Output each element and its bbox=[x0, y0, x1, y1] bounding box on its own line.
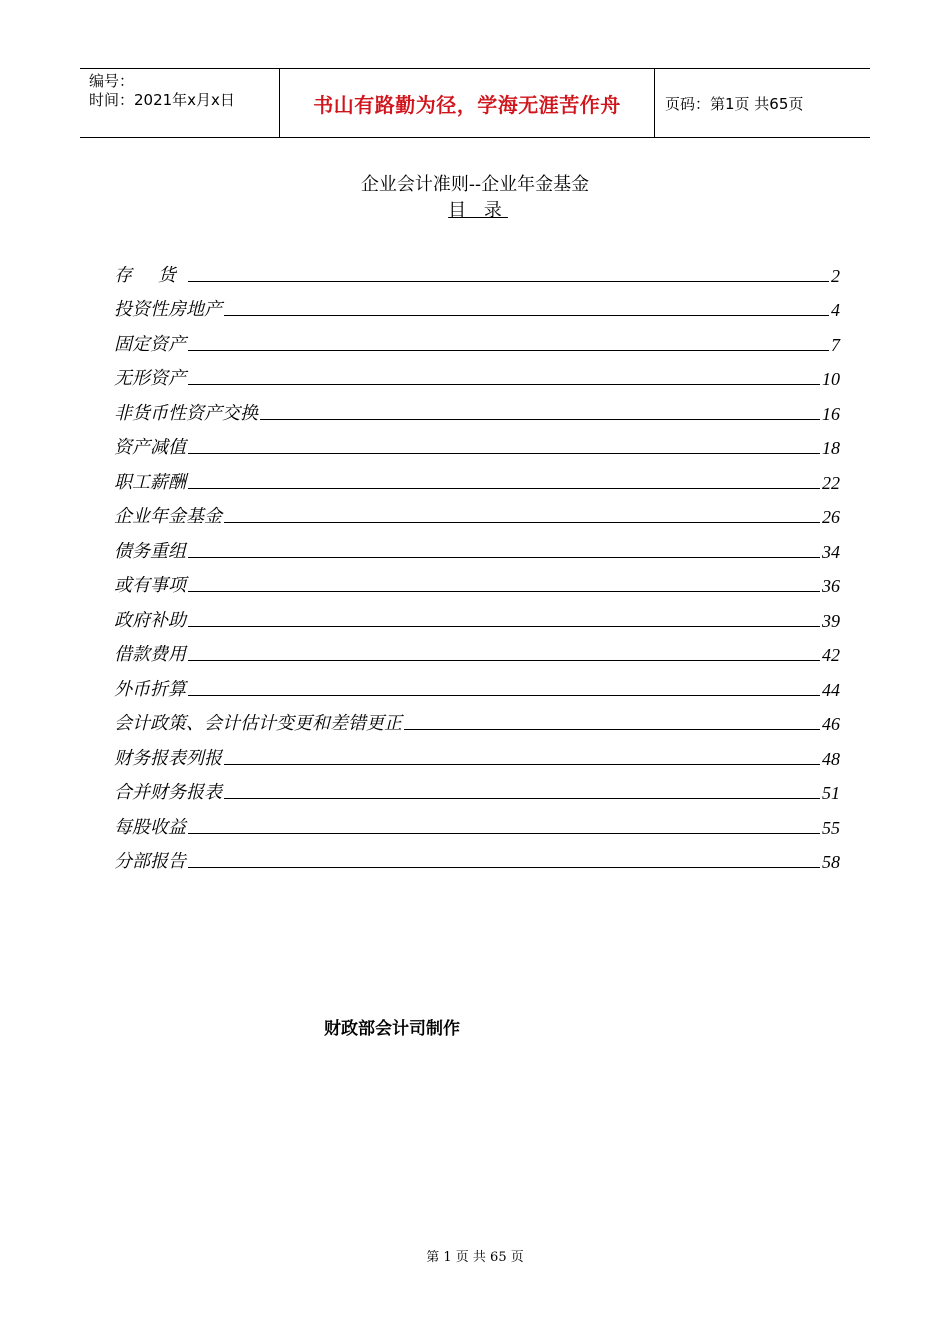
toc-entry[interactable] bbox=[114, 390, 840, 425]
toc-entry-label: 会计政策、会计估计变更和差错更正 bbox=[114, 713, 402, 734]
toc-entry[interactable] bbox=[114, 459, 840, 494]
toc-entry-page: 36 bbox=[822, 576, 840, 596]
toc-leader-line bbox=[188, 281, 829, 282]
toc-entry[interactable] bbox=[114, 528, 840, 563]
toc-leader-line bbox=[188, 591, 820, 592]
toc-entry-page: 46 bbox=[822, 714, 840, 734]
toc-entry-page: 34 bbox=[822, 541, 840, 562]
toc-entry-label: 借款费用 bbox=[114, 644, 186, 665]
toc-entry-label: 无形资产 bbox=[114, 368, 186, 389]
toc-entry[interactable] bbox=[114, 287, 840, 322]
toc-entry-label: 非货币性资产交换 bbox=[114, 402, 258, 424]
toc-entry-label: 资产减值 bbox=[114, 437, 186, 458]
toc-entry-page: 58 bbox=[822, 852, 840, 872]
toc-leader-line bbox=[224, 315, 829, 316]
toc-entry-label: 或有事项 bbox=[114, 575, 186, 596]
toc-leader-line bbox=[188, 695, 820, 696]
toc-leader-line bbox=[224, 798, 820, 799]
toc-entry-label: 财务报表列报 bbox=[114, 747, 222, 769]
toc-entry-page: 2 bbox=[831, 265, 840, 286]
toc-entry-label: 存 货 bbox=[114, 264, 186, 286]
header-meta bbox=[80, 69, 280, 137]
toc-entry-label: 分部报告 bbox=[114, 851, 186, 872]
table-of-contents bbox=[114, 252, 840, 873]
toc-entry[interactable] bbox=[114, 735, 840, 770]
toc-entry-page: 4 bbox=[831, 300, 840, 320]
header-slogan: 书山有路勤为径，学海无涯苦作舟 bbox=[280, 69, 655, 137]
toc-leader-line bbox=[224, 764, 820, 765]
toc-entry-page: 48 bbox=[822, 748, 840, 769]
toc-entry-page: 26 bbox=[822, 507, 840, 527]
toc-entry[interactable] bbox=[114, 632, 840, 667]
toc-entry-label: 企业年金基金 bbox=[114, 506, 222, 527]
toc-entry[interactable] bbox=[114, 252, 840, 287]
maker-credit: 财政部会计司制作 bbox=[324, 1019, 460, 1039]
toc-entry-page: 16 bbox=[822, 403, 840, 424]
toc-entry[interactable] bbox=[114, 356, 840, 391]
toc-entry-label: 固定资产 bbox=[114, 333, 186, 355]
toc-entry[interactable] bbox=[114, 770, 840, 805]
toc-entry-page: 10 bbox=[822, 369, 840, 389]
toc-heading bbox=[0, 196, 950, 222]
toc-entry-label: 债务重组 bbox=[114, 540, 186, 562]
toc-entry-page: 55 bbox=[822, 817, 840, 838]
toc-entry[interactable] bbox=[114, 839, 840, 874]
toc-entry-label: 外币折算 bbox=[114, 678, 186, 700]
toc-entry-page: 22 bbox=[822, 472, 840, 493]
toc-leader-line bbox=[188, 488, 820, 489]
toc-entry-label: 合并财务报表 bbox=[114, 782, 222, 803]
toc-entry-page: 7 bbox=[831, 334, 840, 355]
number-label: 编号： bbox=[89, 72, 135, 90]
time-label: 时间：2021年x月x日 bbox=[89, 91, 235, 109]
toc-entry-label: 每股收益 bbox=[114, 816, 186, 838]
toc-leader-line bbox=[188, 453, 820, 454]
toc-entry-page: 44 bbox=[822, 679, 840, 700]
toc-leader-line bbox=[188, 660, 820, 661]
toc-leader-line bbox=[188, 557, 820, 558]
toc-entry[interactable] bbox=[114, 563, 840, 598]
toc-heading-text: 目 录 bbox=[448, 200, 508, 221]
toc-entry[interactable] bbox=[114, 666, 840, 701]
toc-leader-line bbox=[188, 626, 820, 627]
toc-entry[interactable] bbox=[114, 701, 840, 736]
toc-entry-label: 职工薪酬 bbox=[114, 471, 186, 493]
toc-entry[interactable] bbox=[114, 804, 840, 839]
page-footer: 第 1 页 共 65 页 bbox=[426, 1250, 524, 1265]
toc-entry[interactable] bbox=[114, 321, 840, 356]
toc-leader-line bbox=[404, 729, 820, 730]
toc-leader-line bbox=[260, 419, 820, 420]
toc-entry-label: 投资性房地产 bbox=[114, 299, 222, 320]
document-title: 企业会计准则--企业年金基金 bbox=[360, 174, 590, 195]
toc-entry[interactable] bbox=[114, 494, 840, 529]
toc-leader-line bbox=[188, 384, 820, 385]
header-table bbox=[80, 68, 870, 138]
toc-entry-label: 政府补助 bbox=[114, 609, 186, 631]
toc-entry[interactable] bbox=[114, 425, 840, 460]
toc-entry-page: 42 bbox=[822, 645, 840, 665]
header-page-info: 页码：第1页 共65页 bbox=[665, 94, 804, 113]
toc-leader-line bbox=[188, 833, 820, 834]
toc-leader-line bbox=[224, 522, 820, 523]
toc-leader-line bbox=[188, 350, 829, 351]
toc-entry[interactable] bbox=[114, 597, 840, 632]
toc-entry-page: 18 bbox=[822, 438, 840, 458]
toc-leader-line bbox=[188, 867, 820, 868]
toc-entry-page: 39 bbox=[822, 610, 840, 631]
toc-entry-page: 51 bbox=[822, 783, 840, 803]
